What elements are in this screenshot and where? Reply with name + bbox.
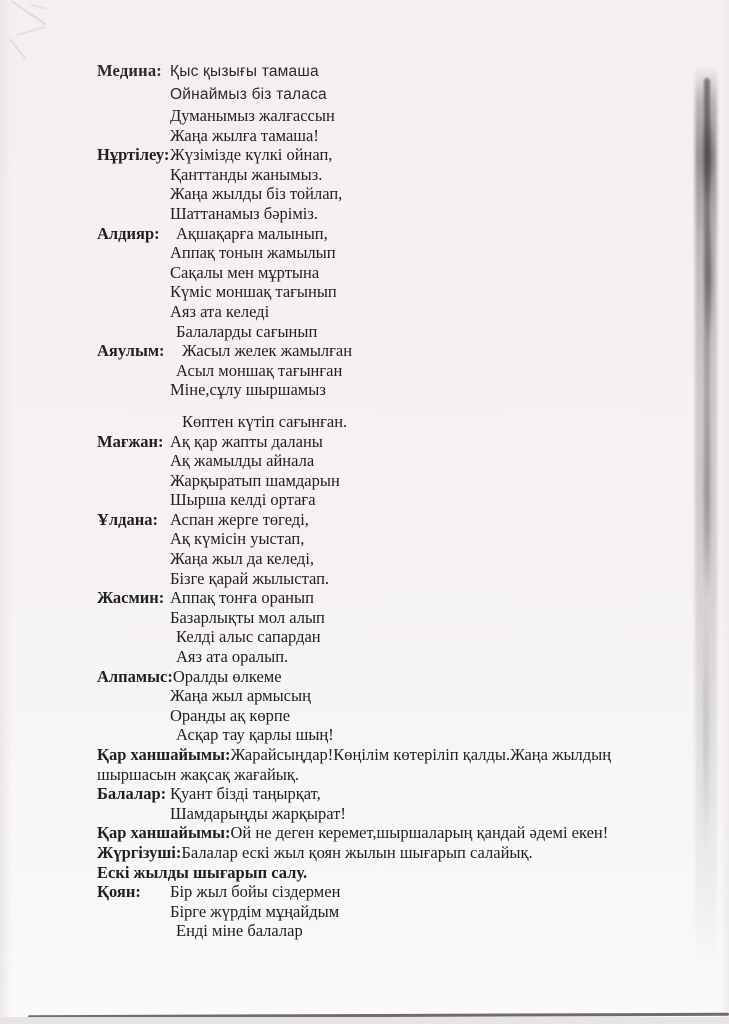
blank-line [97, 400, 657, 412]
dialogue-line [170, 686, 657, 706]
dialogue-line [97, 341, 657, 361]
speaker-name: Қоян: [97, 882, 141, 902]
dialogue-text: Шаттанамыз бәріміз. [170, 203, 319, 223]
dialogue-line [97, 823, 657, 843]
dialogue-line [170, 471, 657, 491]
speaker-name: Жасмин: [97, 588, 165, 608]
dialogue-text: Жүзімізде күлкі ойнап, [170, 145, 333, 165]
dialogue-text: Асыл моншақ тағынған [176, 360, 343, 380]
dialogue-line [97, 882, 657, 902]
dialogue-line [170, 361, 657, 381]
dialogue-entry [97, 145, 657, 223]
dialogue-text: Балаларды сағынып [176, 321, 318, 341]
dialogue-entry [97, 784, 657, 823]
dialogue-line [170, 243, 657, 263]
dialogue-text: Жаңа жылға тамаша! [170, 125, 319, 145]
dialogue-text: Жаңа жыл армысың [170, 686, 311, 706]
speaker-name: Аяулым: [97, 341, 165, 361]
dialogue-entry [97, 432, 657, 510]
dialogue-line [170, 263, 657, 283]
dialogue-text: Қыс қызығы тамаша [170, 63, 319, 80]
dialogue-text: Жарайсыңдар!Көңілім көтеріліп қалды.Жаңа жылдың [230, 745, 612, 764]
dialogue-line [97, 145, 657, 165]
dialogue-text: Базарлықты мол алып [170, 607, 325, 627]
dialogue-text: Шамдарыңды жарқырат! [170, 803, 346, 823]
dialogue-line [97, 667, 657, 687]
dialogue-line [170, 725, 657, 745]
dialogue-line [170, 322, 657, 342]
dialogue-text: Қанттанды жанымыз. [170, 164, 323, 184]
dialogue-text: Ақ жамылды айнала [170, 451, 315, 471]
speaker-name: Қар ханшайымы: [97, 745, 231, 764]
dialogue-line [170, 126, 657, 146]
dialogue-text: Ақ қар жапты даланы [170, 431, 323, 451]
dialogue-line [170, 902, 657, 922]
dialogue-line [170, 549, 657, 569]
dialogue-line [97, 843, 657, 863]
dialogue-text: Күміс моншақ тағынып [170, 282, 337, 302]
dialogue-line [97, 765, 657, 785]
stage-heading: Ескі жылды шығарып салу. [97, 862, 308, 882]
speaker-name: Мағжан: [97, 431, 164, 451]
dialogue-line [97, 588, 657, 608]
dialogue-text: Аппақ тонға оранып [170, 588, 314, 608]
dialogue-entry [97, 843, 657, 863]
paper-crease [30, 4, 48, 9]
dialogue-text: Шырша келді ортаға [170, 490, 316, 510]
dialogue-text: Думанымыз жалғассын [170, 106, 335, 125]
dialogue-text: Балалар ескі жыл қоян жылын шығарып салайық. [181, 842, 533, 862]
dialogue-entry [97, 823, 657, 843]
speaker-name: Балалар: [97, 784, 167, 804]
dialogue-text: Ақшақарға малынып, [176, 223, 328, 243]
dialogue-line [97, 784, 657, 804]
dialogue-text: Аяз ата келеді [170, 301, 270, 321]
dialogue-line [170, 412, 657, 432]
dialogue-entry [97, 341, 657, 431]
dialogue-entry [97, 667, 657, 745]
script-body [97, 59, 657, 941]
dialogue-text: Аяз ата оралып. [176, 647, 289, 667]
dialogue-text: Жарқыратып шамдарын [170, 470, 340, 490]
paper-crease [11, 0, 47, 25]
dialogue-text: Бізге қарай жылыстап. [170, 568, 330, 588]
dialogue-text: Қуант бізді таңырқат, [170, 784, 321, 804]
dialogue-entry [97, 882, 657, 941]
dialogue-text: Бірге жүрдім мұңайдым [170, 901, 340, 921]
dialogue-text: Жаңа жылды біз тойлап, [170, 184, 343, 204]
dialogue-text: Ақ күмісін уыстап, [170, 529, 305, 549]
dialogue-text: Асқар тау қарлы шың! [176, 725, 334, 745]
dialogue-line [97, 224, 657, 244]
dialogue-line [97, 59, 657, 83]
dialogue-line [97, 745, 657, 765]
speaker-name: Медина: [97, 61, 162, 80]
dialogue-line [170, 282, 657, 302]
dialogue-line [170, 804, 657, 824]
dialogue-text: Міне,сұлу шыршамыз [170, 380, 326, 400]
dialogue-text: Сақалы мен мұртына [170, 262, 320, 282]
dialogue-entry [97, 59, 657, 145]
dialogue-text: Жаңа жыл да келеді, [170, 549, 315, 569]
dialogue-line [170, 569, 657, 589]
dialogue-text: Көптен күтіп сағынған. [182, 411, 348, 431]
dialogue-text: Жасыл желек жамылған [182, 341, 353, 361]
dialogue-text: Оралды өлкеме [172, 666, 282, 686]
dialogue-text: Енді міне балалар [176, 921, 303, 941]
dialogue-line [170, 302, 657, 322]
dialogue-entry [97, 510, 657, 588]
dialogue-text: Ойнаймыз біз таласа [170, 86, 327, 103]
speaker-name: Ұлдана: [97, 509, 159, 529]
speaker-name: Алдияр: [97, 223, 160, 243]
speaker-name: Нұртілеу: [97, 145, 170, 165]
dialogue-line [170, 165, 657, 185]
dialogue-line [170, 706, 657, 726]
dialogue-text: Ой не деген керемет,шыршаларың қандай әдемі екен! [230, 823, 609, 843]
dialogue-text: Аппақ тонын жамылып [170, 243, 336, 263]
dialogue-line [170, 204, 657, 224]
dialogue-text: Бір жыл бойы сіздермен [170, 882, 341, 902]
dialogue-entry [97, 745, 657, 784]
dialogue-line [170, 184, 657, 204]
dialogue-line [97, 432, 657, 452]
dialogue-line [170, 627, 657, 647]
dialogue-line [170, 921, 657, 941]
dialogue-line [170, 608, 657, 628]
dialogue-line [170, 106, 657, 126]
dialogue-entry [97, 863, 657, 883]
speaker-name: Жүргізуші: [97, 842, 182, 862]
dialogue-entry [97, 224, 657, 342]
dialogue-entry [97, 588, 657, 666]
dialogue-line [170, 490, 657, 510]
dialogue-line [97, 510, 657, 530]
scanner-bottom-strip [0, 1017, 729, 1024]
dialogue-text: Аспан жерге төгеді, [170, 509, 309, 529]
dialogue-line [170, 451, 657, 471]
scan-smudge-core [704, 78, 710, 598]
dialogue-line [170, 380, 657, 400]
page-left-edge-shadow [0, 0, 12, 1024]
dialogue-line [170, 647, 657, 667]
page-right-edge [719, 0, 729, 1024]
dialogue-text: Келді алыс сапардан [176, 627, 321, 647]
dialogue-text: Оранды ақ көрпе [170, 705, 291, 725]
dialogue-line [170, 529, 657, 549]
speaker-name: Қар ханшайымы: [97, 823, 231, 843]
speaker-name: Алпамыс: [97, 666, 173, 686]
dialogue-text: шыршасын жақсақ жағайық. [97, 764, 300, 784]
dialogue-line [170, 83, 657, 106]
paper-crease [16, 26, 45, 36]
